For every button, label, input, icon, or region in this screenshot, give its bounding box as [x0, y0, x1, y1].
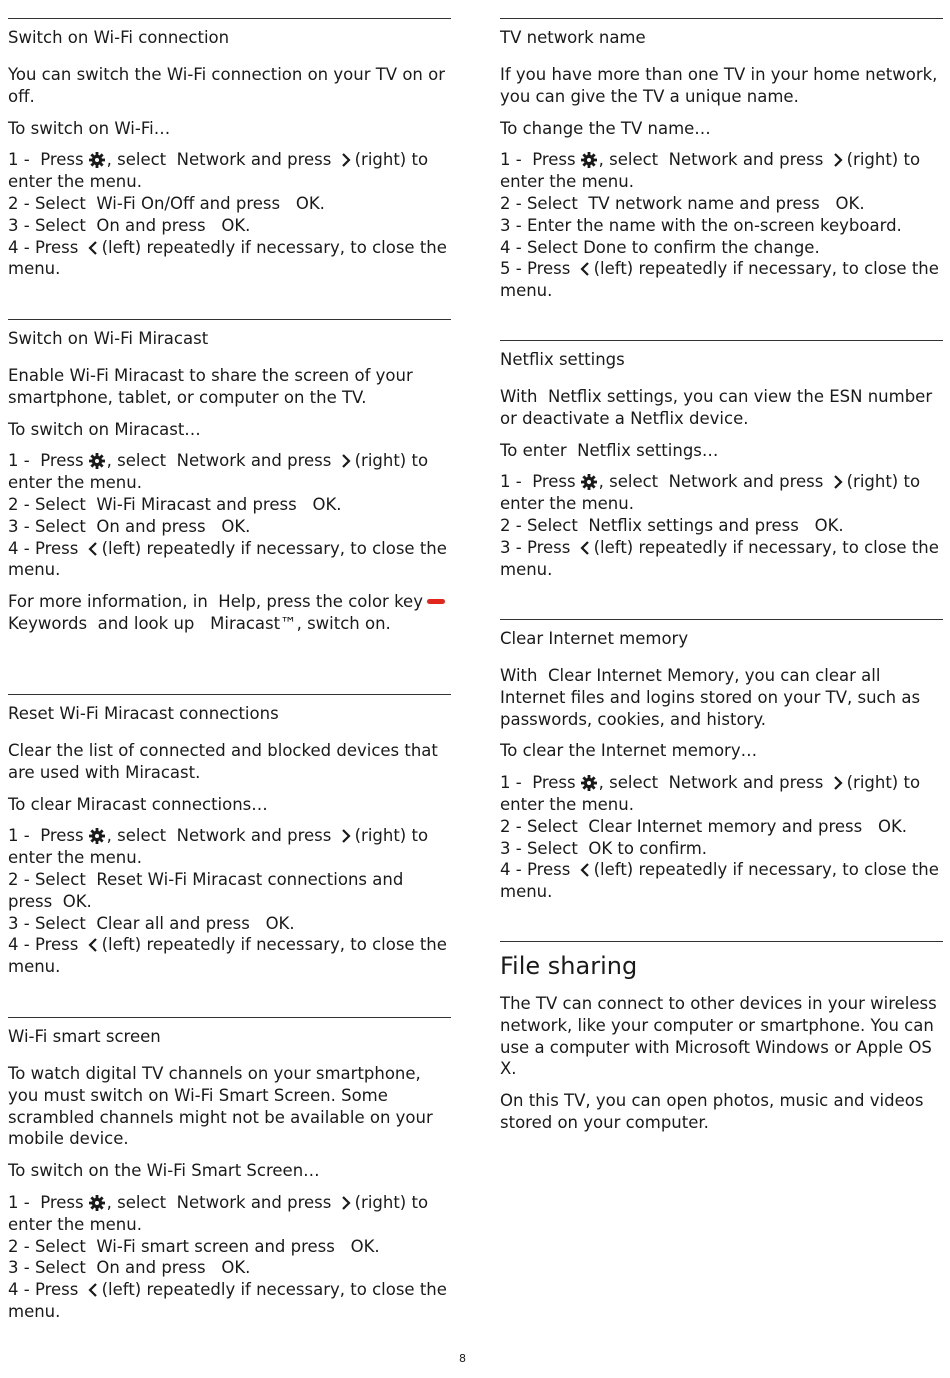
- step-4: 4 - Press (left) repeatedly if necessary, to close the menu.: [500, 860, 939, 902]
- step-2: 2 - Select Clear Internet memory and press OK.: [500, 816, 908, 836]
- step-3: 3 - Select OK to confirm.: [500, 838, 708, 858]
- step-1: 1 - Press , select Network and press (right) to enter the menu.: [500, 773, 921, 814]
- section-smart-screen: [8, 1017, 451, 1323]
- chapter-title: File sharing: [500, 952, 638, 980]
- steps-list: [500, 772, 943, 903]
- step-1: 1 - Press , select Network and press (right) to enter the menu.: [8, 451, 429, 493]
- chevron-right-icon: [339, 828, 353, 844]
- settings-gear-icon: [580, 774, 598, 792]
- settings-gear-icon: [88, 151, 106, 169]
- section-title: Switch on Wi-Fi connection: [8, 28, 230, 47]
- chevron-left-icon: [86, 1282, 100, 1298]
- section-intro: If you have more than one TV in your home network, you can give the TV a unique name.: [500, 65, 938, 106]
- step-5: 5 - Press (left) repeatedly if necessary, to close the menu.: [500, 259, 939, 301]
- red-color-key-icon: [427, 599, 445, 604]
- steps-list: [500, 471, 943, 580]
- step-4: 4 - Select Done to confirm the change.: [500, 237, 820, 257]
- section-title: Clear Internet memory: [500, 629, 689, 648]
- section-lead: To switch on the Wi-Fi Smart Screen…: [8, 1161, 320, 1181]
- chevron-left-icon: [578, 862, 592, 878]
- step-2: 2 - Select Netflix settings and press OK.: [500, 515, 844, 535]
- chevron-right-icon: [831, 474, 845, 490]
- section-intro: To watch digital TV channels on your smartphone, you must switch on Wi-Fi Smart Screen. Some scrambled channels might not be available on your mobile device.: [8, 1064, 433, 1149]
- step-4: 4 - Press (left) repeatedly if necessary, to close the menu.: [8, 538, 447, 580]
- step-2: 2 - Select Wi-Fi On/Off and press OK.: [8, 193, 325, 213]
- section-lead: To switch on Wi-Fi…: [8, 118, 171, 138]
- step-3: 3 - Select On and press OK.: [8, 215, 251, 235]
- section-clear-internet-memory: [500, 619, 943, 903]
- section-title: TV network name: [500, 28, 646, 47]
- step-2: 2 - Select Wi-Fi Miracast and press OK.: [8, 494, 342, 514]
- section-title: Wi-Fi smart screen: [8, 1027, 161, 1046]
- chevron-right-icon: [339, 1195, 353, 1211]
- section-paragraph: The TV can connect to other devices in your wireless network, like your computer or smartphone. You can use a computer with Microsoft Windows or Apple OS X.: [500, 994, 937, 1079]
- step-2: 2 - Select TV network name and press OK.: [500, 193, 865, 213]
- step-4: 4 - Press (left) repeatedly if necessary, to close the menu.: [8, 935, 447, 977]
- settings-gear-icon: [580, 473, 598, 491]
- step-4: 4 - Press (left) repeatedly if necessary, to close the menu.: [8, 1280, 447, 1321]
- section-paragraph: On this TV, you can open photos, music and videos stored on your computer.: [500, 1091, 924, 1132]
- section-intro: You can switch the Wi-Fi connection on your TV on or off.: [8, 65, 446, 106]
- settings-gear-icon: [88, 827, 106, 845]
- section-netflix-settings: [500, 340, 943, 580]
- section-intro: With Netflix settings, you can view the ESN number or deactivate a Netflix device.: [500, 387, 933, 428]
- settings-gear-icon: [580, 151, 598, 169]
- chevron-left-icon: [86, 541, 100, 557]
- section-file-sharing: [500, 941, 943, 1144]
- step-2: 2 - Select Wi-Fi smart screen and press OK.: [8, 1236, 380, 1256]
- chevron-right-icon: [339, 152, 353, 168]
- section-lead: To change the TV name…: [500, 118, 711, 138]
- page-number: 8: [459, 1352, 466, 1365]
- steps-list: [8, 149, 451, 280]
- chevron-left-icon: [86, 937, 100, 953]
- section-title: Reset Wi-Fi Miracast connections: [8, 704, 279, 723]
- section-intro: With Clear Internet Memory, you can clear all Internet files and logins stored on your TV, such as passwords, cookies, and history.: [500, 666, 921, 729]
- step-3: 3 - Select On and press OK.: [8, 1258, 251, 1278]
- section-lead: To clear the Internet memory…: [500, 741, 758, 761]
- section-lead: To enter Netflix settings…: [500, 440, 719, 460]
- section-lead: To switch on Miracast…: [8, 419, 201, 439]
- section-miracast: [8, 319, 451, 645]
- steps-list: [500, 149, 943, 302]
- step-1: 1 - Press , select Network and press (right) to enter the menu.: [8, 1192, 429, 1234]
- section-tv-network-name: [500, 18, 943, 302]
- step-3: 3 - Select On and press OK.: [8, 516, 251, 536]
- chevron-left-icon: [578, 261, 592, 277]
- chevron-left-icon: [578, 540, 592, 556]
- step-1: 1 - Press , select Network and press (right) to enter the menu.: [8, 150, 429, 192]
- step-3: 3 - Select Clear all and press OK.: [8, 913, 295, 933]
- step-3: 3 - Press (left) repeatedly if necessary, to close the menu.: [500, 537, 939, 579]
- settings-gear-icon: [88, 1194, 106, 1212]
- steps-list: [8, 450, 451, 581]
- section-intro: Clear the list of connected and blocked devices that are used with Miracast.: [8, 741, 438, 782]
- section-lead: To clear Miracast connections…: [8, 794, 268, 814]
- chevron-right-icon: [831, 775, 845, 791]
- step-1: 1 - Press , select Network and press (right) to enter the menu.: [8, 826, 429, 868]
- chevron-right-icon: [831, 152, 845, 168]
- chevron-left-icon: [86, 240, 100, 256]
- section-reset-miracast: [8, 694, 451, 978]
- section-title: Netflix settings: [500, 350, 625, 369]
- section-title: Switch on Wi-Fi Miracast: [8, 329, 209, 348]
- chevron-right-icon: [339, 453, 353, 469]
- step-1: 1 - Press , select Network and press (right) to enter the menu.: [500, 150, 921, 192]
- step-3: 3 - Enter the name with the on-screen keyboard.: [500, 215, 902, 235]
- section-switch-wifi: [8, 18, 451, 280]
- steps-list: [8, 825, 451, 978]
- settings-gear-icon: [88, 452, 106, 470]
- step-1: 1 - Press , select Network and press (right) to enter the menu.: [500, 472, 921, 514]
- step-4: 4 - Press (left) repeatedly if necessary, to close the menu.: [8, 237, 447, 279]
- more-info-text: For more information, in Help, press the color keyKeywords and look up Miracast™, switch on.: [8, 591, 451, 635]
- steps-list: [8, 1192, 451, 1323]
- step-2: 2 - Select Reset Wi-Fi Miracast connections and press OK.: [8, 869, 404, 911]
- section-intro: Enable Wi-Fi Miracast to share the screen of your smartphone, tablet, or computer on the TV.: [8, 366, 413, 407]
